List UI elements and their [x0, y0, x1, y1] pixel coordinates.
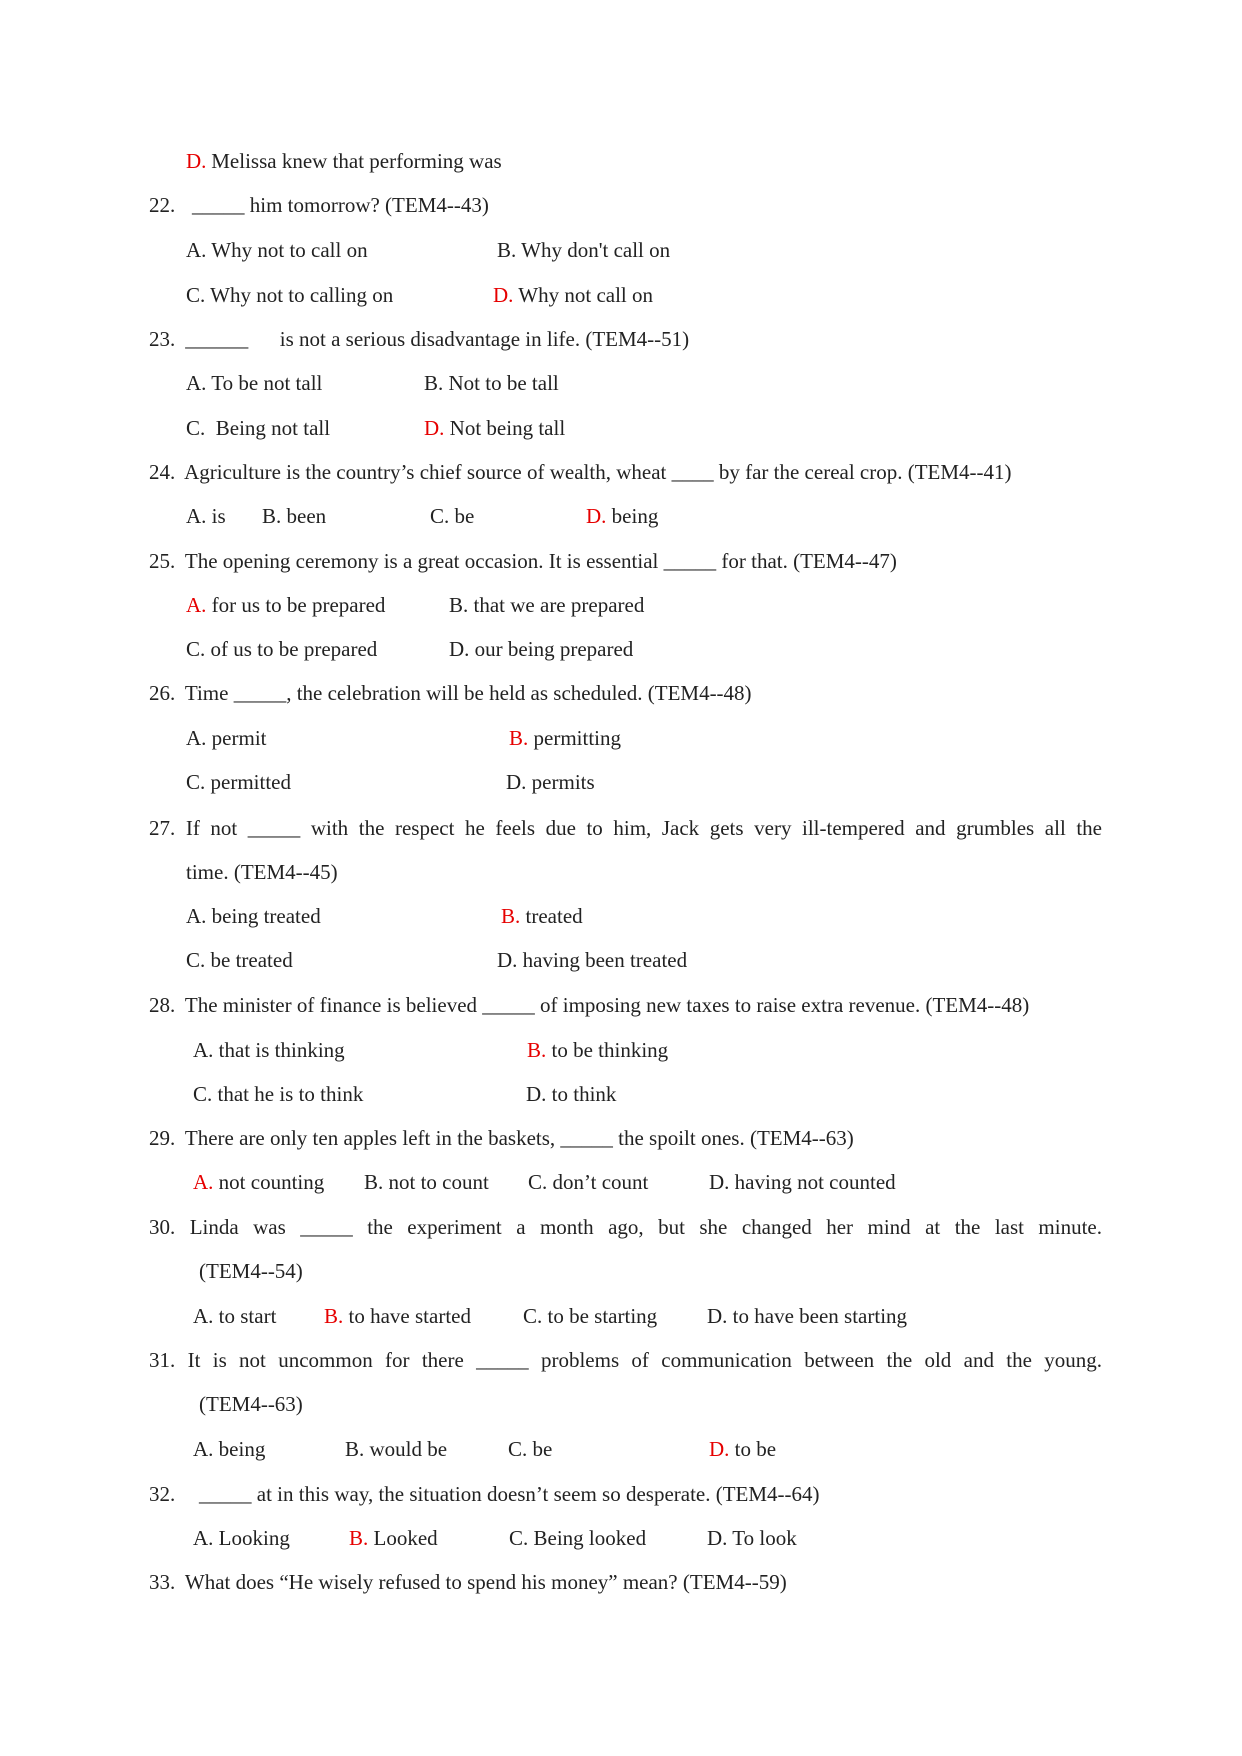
option-text: Not to be tall: [443, 371, 559, 395]
option-letter: C.: [186, 770, 206, 794]
option-text: permitted: [205, 770, 291, 794]
question-text: _____ him tomorrow? (TEM4--43): [192, 193, 489, 217]
option-text: being: [213, 1437, 266, 1461]
answer-option: [193, 1081, 363, 1107]
option-letter: C.: [528, 1170, 548, 1194]
answer-option: [527, 1037, 668, 1063]
answer-option: [501, 903, 583, 929]
answer-option: [262, 503, 326, 529]
option-text: Why not call on: [513, 283, 654, 307]
answer-option: [449, 592, 644, 618]
answer-option: [349, 1525, 438, 1551]
question-stem-text: [149, 1214, 1102, 1240]
option-letter: B.: [501, 904, 521, 928]
option-letter: B.: [509, 726, 529, 750]
answer-option: [193, 1169, 324, 1195]
question-stem-text: [149, 815, 1102, 841]
option-text: Why not to calling on: [205, 283, 394, 307]
option-text: of us to be prepared: [205, 637, 378, 661]
option-text: treated: [520, 904, 583, 928]
option-text: to have started: [343, 1304, 471, 1328]
question-text: _____ at in this way, the situation doesn’t seem so desperate. (TEM4--64): [199, 1482, 820, 1506]
option-text: having been treated: [517, 948, 688, 972]
answer-option: [526, 1081, 616, 1107]
question-text: There are only ten apples left in the baskets, _____ the spoilt ones. (TEM4--63): [180, 1126, 854, 1150]
option-letter: C.: [186, 416, 206, 440]
question-text: Linda was _____ the experiment a month ago, but she changed her mind at the last minute.: [189, 1215, 1103, 1239]
answer-option: [497, 947, 687, 973]
answer-option: [186, 947, 293, 973]
question-text: Time _____, the celebration will be held as scheduled. (TEM4--48): [180, 681, 752, 705]
option-text: to be: [729, 1437, 777, 1461]
option-letter: D.: [186, 149, 207, 173]
option-text: be: [449, 504, 475, 528]
option-text: is: [206, 504, 226, 528]
answer-option: [709, 1436, 776, 1462]
option-text: to be starting: [542, 1304, 658, 1328]
option-text: that is thinking: [213, 1038, 345, 1062]
option-letter: D.: [709, 1170, 730, 1194]
question-number: 33.: [149, 1570, 176, 1594]
option-letter: B.: [345, 1437, 365, 1461]
question-text: Agriculture is the country’s chief source of wealth, wheat ____ by far the cereal crop. (TEM4--41): [180, 460, 1012, 484]
question-number: 31.: [149, 1348, 176, 1372]
question-text: (TEM4--54): [199, 1259, 303, 1283]
answer-option: [528, 1169, 648, 1195]
answer-option: [193, 1303, 276, 1329]
option-letter: A.: [193, 1170, 214, 1194]
option-text: To be not tall: [206, 371, 323, 395]
option-letter: D.: [424, 416, 445, 440]
question-number: 26.: [149, 681, 176, 705]
option-text: our being prepared: [469, 637, 634, 661]
answer-option: [586, 503, 658, 529]
answer-option: [509, 725, 621, 751]
option-letter: B.: [424, 371, 444, 395]
option-letter: B.: [497, 238, 517, 262]
option-text: would be: [364, 1437, 448, 1461]
answer-option: [707, 1525, 797, 1551]
option-letter: A.: [186, 238, 207, 262]
answer-option: [186, 370, 322, 396]
answer-option: [509, 1525, 646, 1551]
option-letter: A.: [193, 1437, 214, 1461]
question-text: If not _____ with the respect he feels due to him, Jack gets very ill-tempered and grumbles all the: [185, 816, 1103, 840]
option-text: permit: [206, 726, 267, 750]
question-number: 25.: [149, 549, 176, 573]
question-text: What does “He wisely refused to spend his money” mean? (TEM4--59): [180, 1570, 787, 1594]
option-letter: B.: [349, 1526, 369, 1550]
option-letter: A.: [186, 593, 207, 617]
option-letter: B.: [324, 1304, 344, 1328]
question-number: 23.: [149, 327, 176, 351]
option-text: been: [281, 504, 327, 528]
option-letter: C.: [508, 1437, 528, 1461]
question-number: 32.: [149, 1482, 176, 1506]
question-text: (TEM4--63): [199, 1392, 303, 1416]
option-letter: A.: [186, 371, 207, 395]
option-letter: A.: [193, 1526, 214, 1550]
answer-option: [186, 903, 321, 929]
answer-option: [186, 592, 385, 618]
option-text: Looked: [368, 1526, 438, 1550]
option-letter: D.: [526, 1082, 547, 1106]
option-text: permits: [526, 770, 595, 794]
option-letter: C.: [430, 504, 450, 528]
answer-option: [493, 282, 653, 308]
answer-option: [506, 769, 595, 795]
question-text: time. (TEM4--45): [186, 860, 338, 884]
answer-option: [345, 1436, 447, 1462]
answer-option: [424, 415, 565, 441]
option-letter: B.: [262, 504, 282, 528]
option-text: to be thinking: [546, 1038, 669, 1062]
option-text: permitting: [528, 726, 622, 750]
option-text: be: [527, 1437, 553, 1461]
answer-option: [193, 1037, 345, 1063]
answer-option: [186, 503, 226, 529]
question-number: 29.: [149, 1126, 176, 1150]
option-text: To look: [727, 1526, 797, 1550]
answer-option: [707, 1303, 907, 1329]
option-letter: D.: [586, 504, 607, 528]
option-text: to have been starting: [727, 1304, 908, 1328]
answer-option: [186, 282, 393, 308]
option-letter: C.: [509, 1526, 529, 1550]
option-letter: D.: [497, 948, 518, 972]
option-letter: D.: [493, 283, 514, 307]
option-text: Being not tall: [205, 416, 331, 440]
option-letter: D.: [707, 1304, 728, 1328]
option-letter: C.: [193, 1082, 213, 1106]
option-letter: C.: [186, 283, 206, 307]
option-text: to start: [213, 1304, 277, 1328]
question-number: 30.: [149, 1215, 176, 1239]
option-letter: A.: [186, 504, 207, 528]
answer-option: [186, 725, 267, 751]
option-text: don’t count: [547, 1170, 649, 1194]
option-letter: B.: [527, 1038, 547, 1062]
question-text: The opening ceremony is a great occasion. It is essential _____ for that. (TEM4--47): [180, 549, 897, 573]
option-letter: D.: [506, 770, 527, 794]
option-letter: D.: [449, 637, 470, 661]
option-letter: D.: [707, 1526, 728, 1550]
option-letter: A.: [186, 726, 207, 750]
option-text: be treated: [205, 948, 293, 972]
answer-option: [193, 1525, 290, 1551]
answer-option: [430, 503, 474, 529]
option-text: Being looked: [528, 1526, 647, 1550]
answer-option: [709, 1169, 896, 1195]
option-text: Why not to call on: [206, 238, 368, 262]
answer-option: [523, 1303, 657, 1329]
question-text: ______ is not a serious disadvantage in life. (TEM4--51): [180, 327, 690, 351]
answer-option: [424, 370, 559, 396]
answer-option: [186, 237, 368, 263]
answer-option: [324, 1303, 471, 1329]
option-text: being treated: [206, 904, 321, 928]
option-text: having not counted: [729, 1170, 896, 1194]
option-text: that we are prepared: [468, 593, 645, 617]
answer-option: [193, 1436, 265, 1462]
option-letter: A.: [193, 1304, 214, 1328]
option-text: Melissa knew that performing was: [206, 149, 502, 173]
answer-option: [449, 636, 633, 662]
answer-option: [497, 237, 670, 263]
option-letter: C.: [186, 637, 206, 661]
question-number: 22.: [149, 193, 176, 217]
answer-option: [186, 769, 291, 795]
answer-option: [186, 415, 330, 441]
option-letter: C.: [186, 948, 206, 972]
question-stem-text: [149, 1347, 1102, 1373]
answer-option: [186, 636, 377, 662]
option-letter: D.: [709, 1437, 730, 1461]
option-letter: B.: [449, 593, 469, 617]
option-text: Looking: [213, 1526, 290, 1550]
answer-option: [508, 1436, 552, 1462]
question-text: The minister of finance is believed _____ of imposing new taxes to raise extra revenue. (TEM4--48): [180, 993, 1030, 1017]
option-text: that he is to think: [212, 1082, 364, 1106]
question-text: It is not uncommon for there _____ problems of communication between the old and the young.: [187, 1348, 1103, 1372]
option-text: for us to be prepared: [206, 593, 386, 617]
answer-option: [364, 1169, 489, 1195]
option-text: not to count: [383, 1170, 489, 1194]
option-text: Why don't call on: [516, 238, 671, 262]
question-number: 28.: [149, 993, 176, 1017]
question-number: 27.: [149, 816, 176, 840]
option-letter: B.: [364, 1170, 384, 1194]
option-text: Not being tall: [444, 416, 566, 440]
option-text: being: [606, 504, 659, 528]
option-text: to think: [546, 1082, 617, 1106]
option-letter: A.: [186, 904, 207, 928]
option-letter: A.: [193, 1038, 214, 1062]
option-letter: C.: [523, 1304, 543, 1328]
question-number: 24.: [149, 460, 176, 484]
option-text: not counting: [213, 1170, 325, 1194]
